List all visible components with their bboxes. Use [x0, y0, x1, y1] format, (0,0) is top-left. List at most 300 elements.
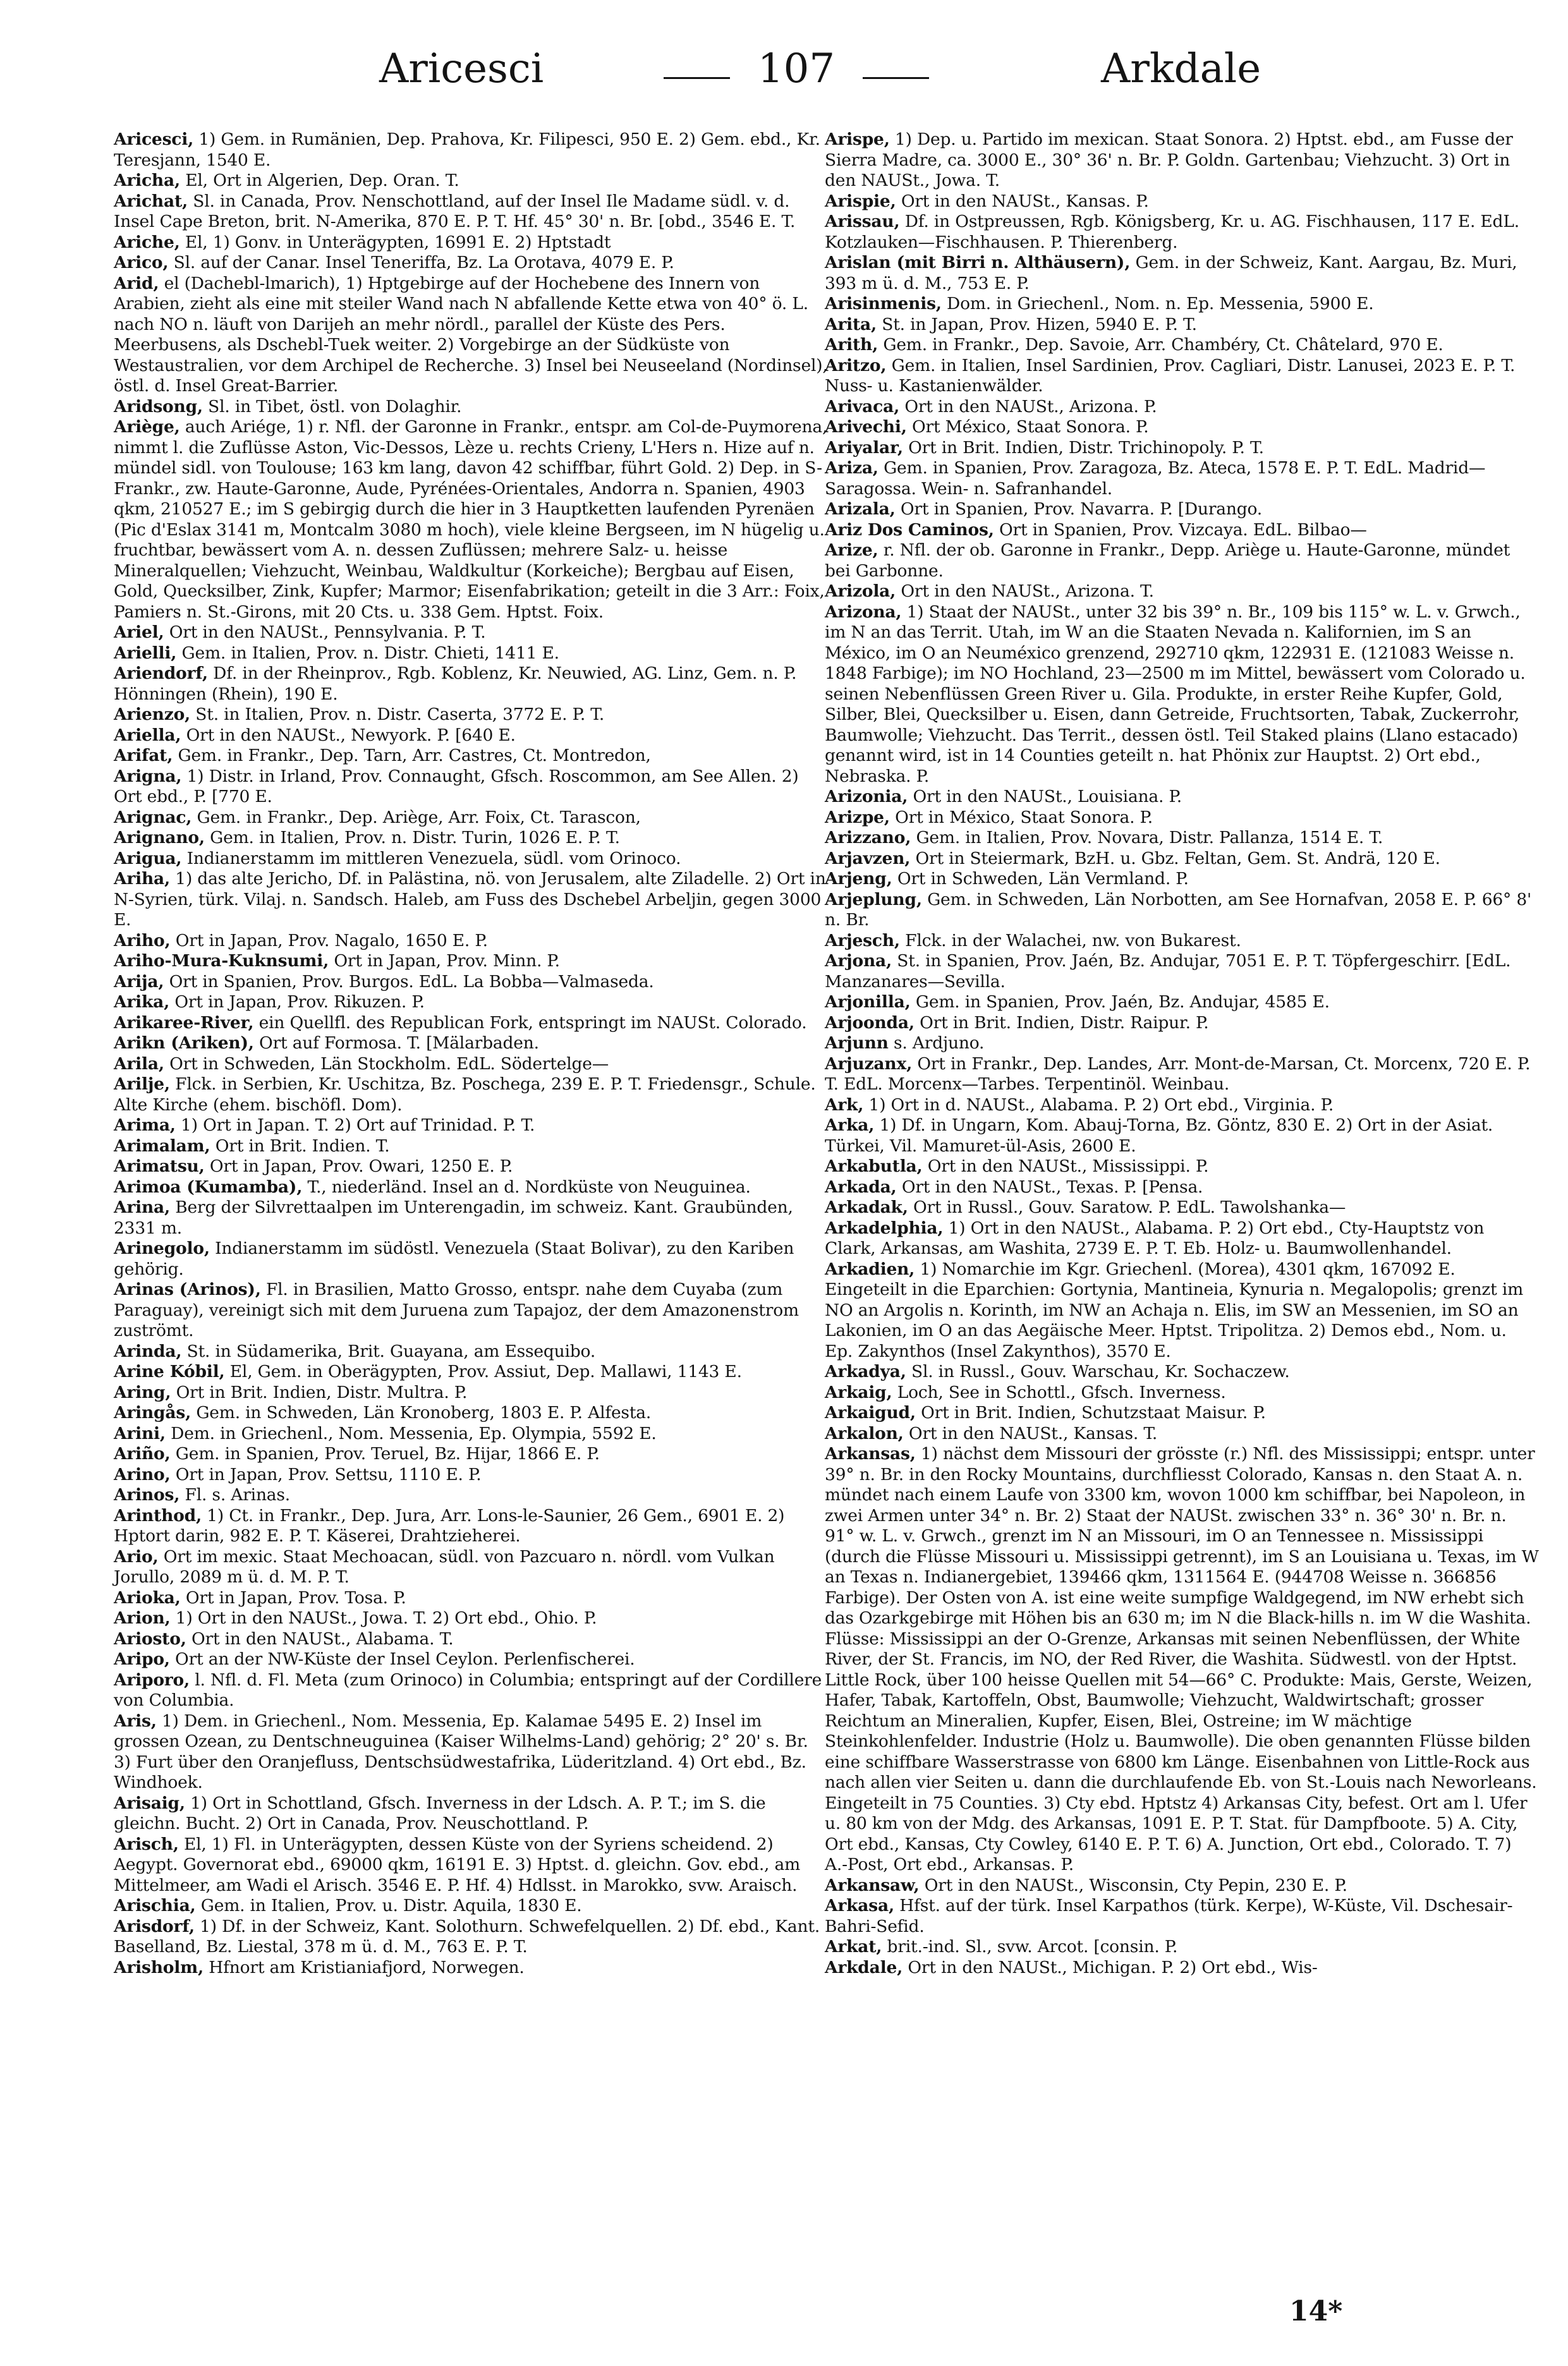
entry-text: Ort in Spanien, Prov. Burgos. EdL. La Bobba—Valmaseda. [164, 971, 654, 992]
entry-headword: Arico, [114, 253, 169, 272]
entry-text: Ort in den NAUSt., Kansas. T. [903, 1423, 1158, 1443]
entry-text: Gem. in Italien, Insel Sardinien, Prov. Cagliari, Distr. Lanusei, 2023 E. P. T. Nuss- u. Kastanienwälder. [825, 355, 1516, 396]
entry-text: Sl. in Canada, Prov. Nenschottland, auf der Insel Ile Madame südl. v. d. Insel Cape Breton, brit. N-Amerika, 870 E. P. T. Hf. 45° 30' n. Br. [obd., 3546 E. T. [114, 191, 796, 231]
dictionary-entry [114, 1835, 828, 1896]
entry-text: Df. in Ostpreussen, Rgb. Königsberg, Kr. u. AG. Fischhausen, 117 E. EdL. Kotzlauken—Fischhausen. P. Thierenberg. [825, 212, 1519, 252]
dictionary-entry [114, 1629, 828, 1650]
entry-text: St. in Italien, Prov. n. Distr. Caserta, 3772 E. P. T. [190, 705, 605, 724]
entry-text: Ort in Schweden, Län Stockholm. EdL. Södertelge— [164, 1053, 609, 1074]
dictionary-entry [825, 520, 1539, 541]
entry-headword: Aris, [114, 1711, 157, 1731]
dictionary-entry [114, 1793, 828, 1835]
dictionary-entry [825, 1115, 1539, 1156]
entry-text: brit.-ind. Sl., svw. Arcot. [consin. P. [882, 1937, 1178, 1956]
entry-text: 1) das alte Jericho, Df. in Palästina, nö. von Jerusalem, alte Ziladelle. 2) Ort in N-Syrien, türk. Vilaj. n. Sandsch. Haleb, am Fuss des Dschebel Arbeljin, gegen 3000 E. [114, 869, 826, 930]
entry-headword: Arioka, [114, 1587, 181, 1608]
entry-text: Ort in Schweden, Län Vermland. P. [892, 869, 1189, 889]
entry-headword: Arienzo, [114, 705, 191, 724]
entry-headword: Arielli, [114, 643, 177, 663]
entry-headword: Arizona, [825, 602, 902, 622]
dictionary-entry [114, 1115, 828, 1136]
entry-text: Ort in Russl., Gouv. Saratow. P. EdL. Tawolshanka— [908, 1198, 1346, 1217]
dictionary-entry [114, 1342, 828, 1362]
entry-headword: Arinos, [114, 1485, 180, 1505]
dictionary-entry [114, 274, 828, 397]
entry-headword: Aring, [114, 1382, 171, 1402]
entry-text: Indianerstamm im südöstl. Venezuela (Staat Bolivar), zu den Kariben gehörig. [114, 1239, 794, 1279]
entry-text: 1) Ort in den NAUSt., Alabama. P. 2) Ort ebd., Cty-Hauptstz von Clark, Arkansas, am Washita, 2739 E. P. T. Eb. Holz- u. Baumwollenhandel. [825, 1218, 1485, 1258]
entry-headword: Arkansas, [825, 1444, 916, 1464]
entry-text: Ort in Brit. Indien. T. [210, 1136, 390, 1156]
dictionary-entry [825, 499, 1539, 520]
entry-headword: Arigna, [114, 766, 182, 786]
dictionary-entry [825, 1444, 1539, 1876]
dictionary-entry [114, 1670, 828, 1711]
entry-headword: Arine Kóbil, [114, 1362, 225, 1381]
dictionary-entry [114, 233, 828, 253]
entry-text: El, Gem. in Oberägypten, Prov. Assiut, Dep. Mallawi, 1143 E. [224, 1362, 742, 1381]
entry-text: 1) Gem. in Rumänien, Dep. Prahova, Kr. Filipesci, 950 E. 2) Gem. ebd., Kr. Teresjann, 1540 E. [114, 130, 820, 170]
dictionary-entry [825, 602, 1539, 787]
dictionary-entry [114, 1547, 828, 1588]
dictionary-entry [825, 417, 1539, 438]
dictionary-entry [825, 1383, 1539, 1404]
dictionary-entry [825, 951, 1539, 992]
entry-text: 1) Df. in Ungarn, Kom. Abauj-Torna, Bz. Göntz, 830 E. 2) Ort in der Asiat. Türkei, Vil. Mamuret-ül-Asis, 2600 E. [825, 1115, 1493, 1156]
entry-text: St. in Japan, Prov. Hizen, 5940 E. P. T. [877, 314, 1197, 334]
entry-headword: Arivaca, [825, 396, 900, 416]
entry-headword: Arila, [114, 1053, 164, 1074]
entry-text: r. Nfl. der ob. Garonne in Frankr., Depp. Ariège u. Haute-Garonne, mündet bei Garbonne. [825, 540, 1510, 581]
entry-headword: Arjesch, [825, 930, 900, 950]
entry-headword: Ariza, [825, 458, 878, 478]
entry-headword: Arispie, [825, 191, 896, 211]
dictionary-entry [825, 212, 1539, 253]
entry-headword: Arichat, [114, 191, 188, 211]
entry-headword: Arkadya, [825, 1362, 906, 1381]
dictionary-entry [825, 130, 1539, 191]
dictionary-entry [825, 191, 1539, 212]
dictionary-entry [114, 1711, 828, 1793]
dictionary-entry [114, 705, 828, 725]
entry-text: Ort in Japan, Prov. Rikuzen. P. [169, 992, 425, 1012]
entry-headword: Arkaig, [825, 1382, 892, 1402]
entry-text: 1) Ort in d. NAUSt., Alabama. P. 2) Ort ebd., Virginia. P. [863, 1095, 1334, 1115]
dictionary-entry [114, 869, 828, 931]
dictionary-entry [114, 1198, 828, 1239]
dictionary-entry [114, 130, 828, 171]
dictionary-entry [114, 1403, 828, 1424]
entry-text: Ort in den NAUSt., Alabama. T. [186, 1629, 454, 1649]
dictionary-entry [114, 1608, 828, 1629]
entry-text: Berg der Silvrettaalpen im Unterengadin, im schweiz. Kant. Graubünden, 2331 m. [114, 1198, 793, 1238]
header-right-term: Arkdale [1101, 46, 1261, 92]
entry-text: Ort in Frankr., Dep. Landes, Arr. Mont-de-Marsan, Ct. Morcenx, 720 E. P. T. EdL. Morcenx—Tarbes. Terpentinöl. Weinbau. [825, 1053, 1531, 1094]
dictionary-entry [825, 253, 1539, 294]
entry-text: Ort in Brit. Indien, Distr. Trichinopoly. P. T. [903, 437, 1264, 458]
entry-text: Gem. in Italien, Prov. u. Distr. Aquila, 1830 E. [195, 1896, 582, 1915]
entry-headword: Arjonilla, [825, 992, 911, 1012]
dictionary-entry [825, 849, 1539, 870]
dictionary-entry [825, 1896, 1539, 1937]
dictionary-entry [825, 1156, 1539, 1177]
entry-headword: Aringås, [114, 1403, 191, 1423]
dictionary-entry [825, 1033, 1539, 1054]
entry-headword: Arkadien, [825, 1259, 915, 1279]
dictionary-entry [825, 787, 1539, 808]
entry-headword: Arischia, [114, 1896, 196, 1915]
dictionary-entry [825, 828, 1539, 849]
dictionary-entry [825, 1218, 1539, 1259]
dictionary-entry [114, 1074, 828, 1115]
entry-text: l. Nfl. d. Fl. Meta (zum Orinoco) in Columbia; entspringt auf der Cordillere von Columbia. [114, 1670, 822, 1710]
entry-headword: Arizola, [825, 581, 896, 601]
entry-text: Dem. in Griechenl., Nom. Messenia, Ep. Olympia, 5592 E. [165, 1423, 657, 1443]
entry-headword: Arima, [114, 1115, 176, 1135]
entry-text: el (Dachebl-lmarich), 1) Hptgebirge auf der Hochebene des Innern von Arabien, zieht als eine mit steiler Wand nach N abfallende Kette etwa von 40° ö. L. nach NO n. läuft von Darijeh an mehr nördl., parallel der Küste des Pers. Meerbusens, als Dschebl-Tuek weiter. 2) Vorgebirge an der Südküste von Westaustralien, vor dem Archipel de Recherche. 3) Insel bei Neuseeland (Nordinsel), östl. d. Insel Great-Barrier. [114, 273, 828, 396]
entry-headword: Arizpe, [825, 807, 890, 827]
entry-text: T., niederländ. Insel an d. Nordküste von Neuguinea. [302, 1177, 751, 1197]
dictionary-entry [825, 931, 1539, 952]
dictionary-entry [114, 1136, 828, 1157]
entry-headword: Ariho-Mura-Kuknsumi, [114, 951, 329, 971]
entry-text: El, 1) Fl. in Unterägypten, dessen Küste von der Syriens scheidend. 2) Aegypt. Governorat ebd., 69000 qkm, 16191 E. 3) Hptst. d. gleichn. Gov. ebd., am Mittelmeer, am Wadi el Arisch. 3546 E. P. Hf. 4) Hdlsst. in Marokko, svw. Araisch. [114, 1834, 801, 1895]
entry-headword: Arjeplung, [825, 889, 922, 909]
entry-headword: Arkadelphia, [825, 1218, 944, 1238]
entry-text: Ort in Japan, Prov. Tosa. P. [180, 1587, 406, 1608]
dictionary-entry [114, 1177, 828, 1198]
dictionary-entry [825, 458, 1539, 499]
entry-headword: Arisaig, [114, 1793, 185, 1813]
entry-headword: Arkat, [825, 1937, 882, 1956]
left-column [114, 130, 828, 1978]
entry-text: Df. in der Rheinprov., Rgb. Koblenz, Kr. Neuwied, AG. Linz, Gem. n. P. Hönningen (Rhein), 190 E. [114, 664, 797, 704]
entry-headword: Ariche, [114, 232, 180, 252]
dictionary-entry [114, 992, 828, 1013]
dictionary-entry [114, 931, 828, 952]
entry-headword: Arjoonda, [825, 1012, 915, 1033]
entry-headword: Ark, [825, 1095, 864, 1115]
entry-headword: Arivechi, [825, 417, 907, 437]
entry-text: 1) Staat der NAUSt., unter 32 bis 39° n. Br., 109 bis 115° w. L. v. Grwch., im N an das Territ. Utah, im W an die Staaten Nevada n. Kalifornien, im S an México, im O an Neuméxico grenzend, 292710 qkm, 122931 E. (121083 Weisse n. 1848 Farbige); im NO Hochland, 23—2500 m im Mittel, bewässert vom Colorado u. seinen Nebenflüssen Green River u. Gila. Produkte, in erster Reihe Kupfer, Gold, Silber, Blei, Quecksilber u. Eisen, dann Getreide, Fruchtsorten, Tabak, Zuckerrohr, Baumwolle; Viehzucht. Das Territ., dessen östl. Teil Staked plains (Llano estacado) genannt wird, ist in 14 Counties geteilt n. hat Phönix zur Hauptst. 2) Ort ebd., Nebraska. P. [825, 602, 1526, 786]
dictionary-entry [114, 1485, 828, 1506]
dictionary-entry [114, 1383, 828, 1404]
dictionary-entry [825, 315, 1539, 336]
entry-headword: Arkasa, [825, 1896, 894, 1915]
dictionary-entry [114, 828, 828, 849]
entry-headword: Arka, [825, 1115, 875, 1135]
entry-text: 1) Ort in Japan. T. 2) Ort auf Trinidad. P. T. [175, 1115, 535, 1135]
dictionary-entry [114, 191, 828, 233]
entry-headword: Aritzo, [825, 355, 887, 375]
entry-text: 1) nächst dem Missouri der grösste (r.) Nfl. des Mississippi; entspr. unter 39° n. Br. in den Rocky Mountains, durchfliesst Colorado, Kansas n. den Staat A. n. mündet nach einem Laufe von 3300 km, wovon 1000 km schiffbar, bei Napoleon, in zwei Armen unter 34° n. Br. 2) Staat der NAUSt. zwischen 33° n. 36° 30' n. Br. n. 91° w. L. v. Grwch., grenzt im N an Missouri, im O an Tennessee n. Mississippi (durch die Flüsse Missouri u. Mississippi getrennt), im S an Louisiana u. Texas, im W an Texas n. Indianergebiet, 139466 qkm, 1311564 E. (944708 Weisse n. 366856 Farbige). Der Osten von A. ist eine weite sumpfige Waldgegend, im NW erhebt sich das Ozarkgebirge mit Höhen bis an 630 m; im N die Black-hills n. im W die Washita. Flüsse: Mississippi an der O-Grenze, Arkansas mit seinen Nebenflüssen, der White River, der St. Francis, im NO, der Red River, die Washita. Südwestl. von der Hptst. Little Rock, über 100 heisse Quellen mit 54—66° C. Produkte: Mais, Gerste, Weizen, Hafer, Tabak, Kartoffeln, Obst, Baumwolle; Viehzucht, Waldwirtschaft; grosser Reichtum an Mineralien, Kupfer, Eisen, Blei, Ostreine; im W mächtige Steinkohlenfelder. Industrie (Holz u. Baumwolle). Die oben genannten Flüsse bilden eine schiffbare Wasserstrasse von 6800 km Länge. Eisenbahnen von Little-Rock aus nach allen vier Seiten u. dann die durchlaufende Eb. von St.-Louis nach Neworleans. Eingeteilt in 75 Counties. 3) Cty ebd. Hptstz 4) Arkansas City, befest. Ort am l. Ufer u. 80 km von der Mdg. des Arkansas, 1091 E. P. T. Stat. für Dampfboote. 5) A. City, Ort ebd., Kansas, Cty Cowley, 6140 E. P. T. 6) A. Junction, Ort ebd., Colorado. T. 7) A.-Post, Ort ebd., Arkansas. P. [825, 1444, 1539, 1874]
dictionary-entry [825, 808, 1539, 828]
entry-headword: Arizzano, [825, 828, 911, 847]
entry-headword: Arizala, [825, 499, 896, 519]
entry-text: 1) Ort in den NAUSt., Jowa. T. 2) Ort ebd., Ohio. P. [170, 1608, 597, 1628]
right-column [825, 130, 1539, 1978]
entry-text: Ort in Japan, Prov. Nagalo, 1650 E. P. [170, 930, 488, 950]
entry-headword: Arimalam, [114, 1136, 210, 1156]
dictionary-entry [114, 1588, 828, 1609]
entry-headword: Arispe, [825, 130, 890, 149]
entry-headword: Arita, [825, 314, 877, 334]
dictionary-entry [825, 1362, 1539, 1383]
entry-text: Hfnort am Kristianiafjord, Norwegen. [203, 1957, 525, 1977]
entry-text: Ort im mexic. Staat Mechoacan, südl. von Pazcuaro n. nördl. vom Vulkan Jorullo, 2089 m ü. d. M. P. T. [114, 1546, 775, 1587]
dictionary-entry [114, 1896, 828, 1917]
dictionary-entry [114, 1958, 828, 1979]
entry-text: Ort in Japan, Prov. Settsu, 1110 E. P. [170, 1464, 482, 1484]
entry-text: Ort in den NAUSt., Louisiana. P. [908, 787, 1182, 806]
entry-text: Fl. s. Arinas. [179, 1485, 291, 1505]
entry-headword: Ario, [114, 1546, 159, 1567]
entry-text: Ort in Japan, Prov. Owari, 1250 E. P. [204, 1156, 513, 1176]
dictionary-entry [825, 581, 1539, 602]
entry-headword: Arkabutla, [825, 1156, 923, 1176]
entry-headword: Arjona, [825, 951, 892, 971]
entry-text: 1) Df. in der Schweiz, Kant. Solothurn. Schwefelquellen. 2) Df. ebd., Kant. Baselland, Bz. Liestal, 378 m ü. d. M., 763 E. P. T. [114, 1916, 820, 1956]
entry-headword: Arini, [114, 1423, 166, 1443]
entry-headword: Ariella, [114, 725, 181, 745]
entry-headword: Arizonia, [825, 787, 908, 806]
entry-text: Ort in Spanien, Prov. Navarra. P. [Durango. [895, 499, 1263, 519]
dictionary-entry [825, 1259, 1539, 1362]
entry-headword: Arjeng, [825, 869, 892, 889]
header-left-term: Aricesci [379, 46, 544, 92]
entry-text: Gem. in Italien, Prov. Novara, Distr. Pallanza, 1514 E. T. [911, 828, 1383, 847]
entry-headword: Arignano, [114, 828, 205, 847]
dictionary-entry [825, 1095, 1539, 1116]
entry-text: 1) Dem. in Griechenl., Nom. Messenia, Ep. Kalamae 5495 E. 2) Insel im grossen Ozean, zu Dentschneuguinea (Kaiser Wilhelms-Land) gehörig; 2° 20' s. Br. 3) Furt über den Oranjefluss, Dentschsüdwestafrika, Lüderitzland. 4) Ort ebd., Bz. Windhoek. [114, 1711, 808, 1792]
entry-headword: Arisdorf, [114, 1916, 195, 1936]
dictionary-entry [114, 1362, 828, 1383]
entry-headword: Ariosto, [114, 1629, 186, 1649]
dictionary-entry [114, 1506, 828, 1547]
dictionary-entry [825, 356, 1539, 397]
entry-headword: Arkdale, [825, 1957, 903, 1977]
entry-headword: Arilje, [114, 1074, 170, 1094]
signature-mark: 14* [1289, 2295, 1343, 2327]
entry-headword: Arija, [114, 971, 164, 992]
entry-text: auch Ariége, 1) r. Nfl. der Garonne in Frankr., entspr. am Col-de-Puymorena, nimmt l. die Zuflüsse Aston, Vic-Dessos, Lèze u. rechts Crieny, L'Hers n. Hize auf n. mündel sidl. von Toulouse; 163 km lang, davon 42 schiffbar, führt Gold. 2) Dep. in S-Frankr., zw. Haute-Garonne, Aude, Pyrénées-Orientales, Andorra n. Spanien, 4903 qkm, 210527 E.; im S gebirgig durch die hier in 3 Hauptketten laufenden Pyrenäen (Pic d'Eslax 3141 m, Montcalm 3080 m hoch), viele kleine Bergseen, im N hügelig u. fruchtbar, bewässert vom A. n. dessen Zuflüssen; mehrere Salz- u. heisse Mineralquellen; Viehzucht, Weinbau, Waldkultur (Korkeiche); Bergbau auf Eisen, Gold, Quecksilber, Zink, Kupfer; Marmor; Eisenfabrikation; geteilt in die 3 Arr.: Foix, Pamiers n. St.-Girons, mit 20 Cts. u. 338 Gem. Hptst. Foix. [114, 417, 828, 622]
entry-headword: Arimatsu, [114, 1156, 205, 1176]
entry-headword: Arinthod, [114, 1505, 202, 1526]
entry-text: El, 1) Gonv. in Unterägypten, 16991 E. 2) Hptstadt [179, 232, 611, 252]
entry-text: 1) Ct. in Frankr., Dep. Jura, Arr. Lons-le-Saunier, 26 Gem., 6901 E. 2) Hptort darin, 982 E. P. T. Käserei, Drahtzieherei. [114, 1505, 785, 1546]
dictionary-entry [825, 1054, 1539, 1095]
entry-headword: Arid, [114, 273, 159, 293]
entry-headword: Arino, [114, 1464, 171, 1484]
entry-text: Gem. in Spanien, Prov. Zaragoza, Bz. Ateca, 1578 E. P. T. EdL. Madrid—Saragossa. Wein- n. Safranhandel. [825, 458, 1486, 499]
entry-headword: Arinda, [114, 1341, 182, 1361]
dictionary-entry [825, 1937, 1539, 1958]
entry-text: Gem. in Italien, Prov. n. Distr. Chieti, 1411 E. [176, 643, 559, 663]
entry-text: Gem. in Spanien, Prov. Teruel, Bz. Hijar, 1866 E. P. [170, 1444, 600, 1464]
dictionary-entry [114, 664, 828, 705]
entry-headword: Arion, [114, 1608, 171, 1628]
entry-text: Gem. in der Schweiz, Kant. Aargau, Bz. Muri, 393 m ü. d. M., 753 E. P. [825, 253, 1517, 293]
dictionary-entry [114, 767, 828, 808]
entry-headword: Arkaigud, [825, 1403, 916, 1423]
entry-headword: Arifat, [114, 746, 173, 765]
page-header [0, 46, 1568, 115]
entry-headword: Arislan (mit Birri n. Althäusern), [825, 253, 1131, 272]
entry-headword: Ariño, [114, 1444, 171, 1464]
dictionary-entry [114, 1033, 828, 1054]
entry-headword: Ariz Dos Caminos, [825, 519, 994, 540]
dictionary-entry [825, 1958, 1539, 1979]
dictionary-entry [114, 1465, 828, 1486]
entry-headword: Arize, [825, 540, 878, 560]
page-number: 107 [664, 46, 929, 92]
entry-text: Ort in Brit. Indien, Distr. Raipur. P. [914, 1012, 1209, 1033]
entry-text: Sl. auf der Canar. Insel Teneriffa, Bz. La Orotava, 4079 E. P. [168, 253, 674, 272]
entry-text: El, Ort in Algerien, Dep. Oran. T. [180, 171, 459, 190]
entry-headword: Arinas (Arinos), [114, 1280, 261, 1299]
entry-text: Ort México, Staat Sonora. P. [906, 417, 1149, 437]
entry-text: Ort in den NAUSt., Arizona. T. [896, 581, 1154, 601]
entry-headword: Arjavzen, [825, 848, 911, 868]
dictionary-entry [114, 171, 828, 191]
entry-headword: Ariyalar, [825, 437, 903, 458]
entry-text: Indianerstamm im mittleren Venezuela, südl. vom Orinoco. [181, 848, 681, 868]
entry-text: Fl. in Brasilien, Matto Grosso, entspr. nahe dem Cuyaba (zum Paraguay), vereinigt sich mit dem Juruena zum Tapajoz, der dem Amazonenstrom zuströmt. [114, 1280, 799, 1340]
entry-headword: Ariège, [114, 417, 180, 437]
entry-text: Ort in México, Staat Sonora. P. [889, 807, 1153, 827]
entry-headword: Arikaree-River, [114, 1012, 254, 1033]
entry-headword: Arigua, [114, 848, 182, 868]
entry-headword: Arissau, [825, 212, 900, 231]
entry-text: Ort in Steiermark, BzH. u. Gbz. Feltan, Gem. St. Andrä, 120 E. [910, 848, 1440, 868]
dictionary-entry [825, 890, 1539, 931]
entry-text: s. Ardjuno. [888, 1033, 985, 1053]
entry-text: Flck. in der Walachei, nw. von Bukarest. [899, 930, 1241, 950]
dictionary-entry [825, 540, 1539, 581]
entry-headword: Arika, [114, 992, 170, 1012]
entry-text: Ort in den NAUSt., Mississippi. P. [922, 1156, 1209, 1176]
dictionary-entry [114, 622, 828, 643]
dictionary-entry [114, 951, 828, 972]
entry-text: Dom. in Griechenl., Nom. n. Ep. Messenia, 5900 E. [941, 294, 1374, 313]
entry-headword: Aricesci, [114, 130, 194, 149]
entry-headword: Arith, [825, 335, 878, 355]
entry-headword: Arkada, [825, 1177, 897, 1197]
dictionary-entry [114, 1054, 828, 1075]
entry-text: Ort in Japan, Prov. Minn. P. [329, 951, 560, 971]
dictionary-entry [114, 746, 828, 767]
dictionary-entry [114, 808, 828, 828]
entry-headword: Arkansaw, [825, 1875, 920, 1895]
dictionary-entry [825, 869, 1539, 890]
dictionary-entry [114, 1649, 828, 1670]
dictionary-entry [114, 972, 828, 993]
entry-text: Sl. in Russl., Gouv. Warschau, Kr. Sochaczew. [906, 1362, 1290, 1381]
entry-headword: Arkalon, [825, 1423, 904, 1443]
entry-text: Gem. in Italien, Prov. n. Distr. Turin, 1026 E. P. T. [204, 828, 620, 847]
entry-text: Ort in den NAUSt., Wisconsin, Cty Pepin, 230 E. P. [919, 1875, 1347, 1895]
entry-text: Ort auf Formosa. T. [Mälarbaden. [253, 1033, 539, 1053]
dictionary-entry [825, 1198, 1539, 1218]
dictionary-entry [114, 253, 828, 274]
entry-text: Ort in den NAUSt., Arizona. P. [899, 396, 1157, 416]
entry-headword: Ariendorf, [114, 664, 208, 683]
entry-text: Ort in den NAUSt., Texas. P. [Pensa. [896, 1177, 1203, 1197]
entry-headword: Arjuzanx, [825, 1053, 913, 1074]
entry-text: Ort an der NW-Küste der Insel Ceylon. Perlenfischerei. [169, 1649, 635, 1669]
entry-text: Sl. in Tibet, östl. von Dolaghir. [202, 396, 462, 416]
entry-headword: Arimoa (Kumamba), [114, 1177, 303, 1197]
entry-text: Gem. in Spanien, Prov. Jaén, Bz. Andujar, 4585 E. [910, 992, 1330, 1012]
entry-headword: Aridsong, [114, 396, 203, 416]
dictionary-entry [114, 1156, 828, 1177]
entry-headword: Ariha, [114, 869, 171, 889]
dictionary-entry [114, 1917, 828, 1958]
dictionary-entry [114, 1280, 828, 1342]
entry-text: 1) Distr. in Irland, Prov. Connaught, Gfsch. Roscommon, am See Allen. 2) Ort ebd., P. [770 E. [114, 766, 799, 806]
entry-headword: Arinegolo, [114, 1239, 210, 1258]
dictionary-entry [825, 335, 1539, 356]
entry-headword: Ariho, [114, 930, 171, 950]
entry-text: Loch, See in Schottl., Gfsch. Inverness. [892, 1382, 1226, 1402]
entry-text: ein Quellfl. des Republican Fork, entspringt im NAUSt. Colorado. [253, 1012, 807, 1033]
entry-text: Gem. in Frankr., Dep. Savoie, Arr. Chambéry, Ct. Châtelard, 970 E. [878, 335, 1443, 355]
dictionary-entry [114, 643, 828, 664]
dictionary-entry [825, 1876, 1539, 1896]
entry-headword: Arignac, [114, 807, 192, 827]
entry-headword: Arisch, [114, 1834, 179, 1854]
dictionary-entry [825, 1403, 1539, 1424]
entry-text: Ort in Brit. Indien, Schutzstaat Maisur. P. [915, 1403, 1266, 1423]
dictionary-entry [825, 1424, 1539, 1445]
entry-headword: Arina, [114, 1198, 171, 1217]
dictionary-entry [114, 1239, 828, 1280]
entry-headword: Aripo, [114, 1649, 170, 1669]
entry-text: Flck. in Serbien, Kr. Uschitza, Bz. Poschega, 239 E. P. T. Friedensgr., Schule. Alte Kirche (ehem. bischöfl. Dom). [114, 1074, 816, 1115]
entry-text: Gem. in Frankr., Dep. Ariège, Arr. Foix, Ct. Tarascon, [191, 807, 641, 827]
dictionary-entry [825, 992, 1539, 1013]
dictionary-entry [114, 417, 828, 622]
entry-text: Ort in Spanien, Prov. Vizcaya. EdL. Bilbao— [994, 519, 1367, 540]
dictionary-entry [114, 1444, 828, 1465]
dictionary-entry [825, 438, 1539, 459]
dictionary-entry [825, 294, 1539, 315]
entry-text: Ort in den NAUSt., Pennsylvania. P. T. [164, 622, 486, 642]
entry-text: Ort in den NAUSt., Kansas. P. [896, 191, 1149, 211]
entry-headword: Arisholm, [114, 1957, 204, 1977]
entry-text: 1) Dep. u. Partido im mexican. Staat Sonora. 2) Hptst. ebd., am Fusse der Sierra Madre, ca. 3000 E., 30° 36' n. Br. P. Goldn. Gartenbau; Viehzucht. 3) Ort in den NAUSt., Jowa. T. [825, 130, 1513, 190]
entry-headword: Arisinmenis, [825, 294, 942, 313]
dictionary-entry [825, 1013, 1539, 1034]
entry-text: Gem. in Schweden, Län Kronoberg, 1803 E. P. Alfesta. [191, 1403, 652, 1423]
entry-text: St. in Südamerika, Brit. Guayana, am Essequibo. [181, 1341, 596, 1361]
entry-text: Ort in Brit. Indien, Distr. Multra. P. [171, 1382, 468, 1402]
entry-headword: Arkadak, [825, 1198, 908, 1217]
dictionary-entry [825, 397, 1539, 418]
entry-text: Gem. in Frankr., Dep. Tarn, Arr. Castres, Ct. Montredon, [173, 746, 651, 765]
dictionary-entry [114, 849, 828, 870]
entry-text: 1) Nomarchie im Kgr. Griechenl. (Morea), 4301 qkm, 167092 E. Eingeteilt in die Eparchien: Gortynia, Mantineia, Kynuria n. Megalopolis; grenzt im NO an Argolis n. Korinth, im NW an Achaja n. Elis, im SW an Messenien, im SO an Lakonien, im O an das Aegäische Meer. Hptst. Tripolitza. 2) Demos ebd., Nom. u. Ep. Zakynthos (Insel Zakynthos), 3570 E. [825, 1259, 1523, 1361]
entry-headword: Ariel, [114, 622, 164, 642]
entry-text: St. in Spanien, Prov. Jaén, Bz. Andujar, 7051 E. P. T. Töpfergeschirr. [EdL. Manzanares—Sevilla. [825, 951, 1511, 992]
entry-text: Ort in den NAUSt., Newyork. P. [640 E. [181, 725, 516, 745]
dictionary-entry [114, 1013, 828, 1034]
dictionary-entry [114, 397, 828, 418]
entry-headword: Aricha, [114, 171, 180, 190]
entry-text: Ort in den NAUSt., Michigan. P. 2) Ort ebd., Wis- [903, 1957, 1318, 1977]
entry-text: Gem. in Schweden, Län Norbotten, am See Hornafvan, 2058 E. P. 66° 8' n. Br. [825, 889, 1532, 930]
entry-text: 1) Ort in Schottland, Gfsch. Inverness in der Ldsch. A. P. T.; im S. die gleichn. Bucht. 2) Ort in Canada, Prov. Neuschottland. P. [114, 1793, 766, 1833]
